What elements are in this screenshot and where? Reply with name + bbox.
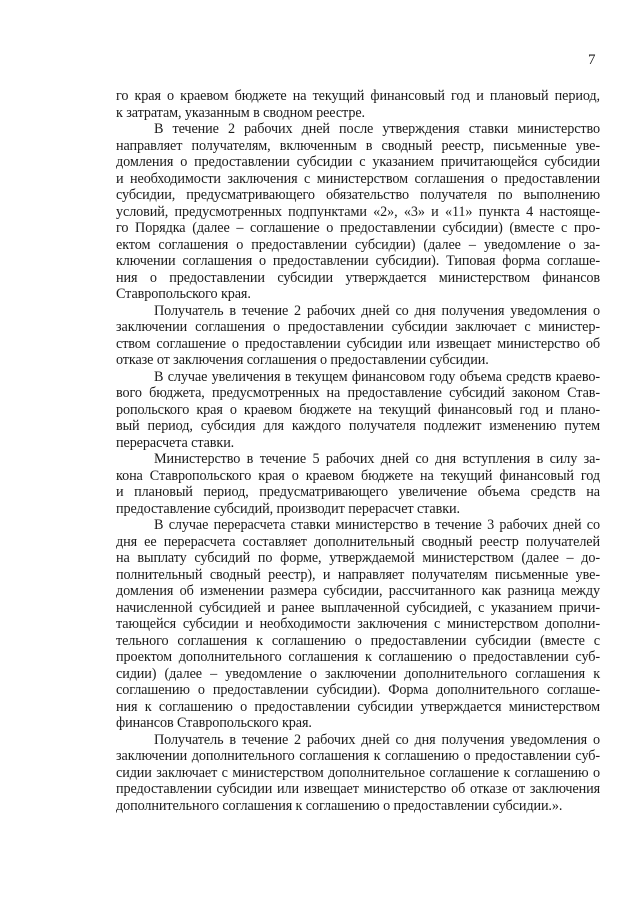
text-line: условий, предусмотренных подпунктами «2», «3» и «11» пункта 4 настояще- <box>116 203 600 220</box>
text-line: домления о предоставлении субсидии с указанием причитающейся субсидии <box>116 154 600 170</box>
text-line: финансов Ставропольского края. <box>116 715 312 731</box>
text-line: Получатель в течение 2 рабочих дней со дня получения уведомления о <box>154 731 600 748</box>
text-line: ния к соглашению о предоставлении субсидии утверждается министерством <box>116 698 600 715</box>
text-line: отказе от заключения соглашения о предоставлении субсидии. <box>116 352 489 368</box>
text-line: дополнительного соглашения к соглашению о предоставлении субсидии.». <box>116 797 563 814</box>
text-line: В течение 2 рабочих дней после утверждения ставки министерство <box>154 121 600 137</box>
text-line: ропольского края о краевом бюджете на текущий финансовый год и плано- <box>116 401 600 418</box>
paragraph-7 <box>116 732 600 815</box>
text-line: кона Ставропольского края о краевом бюджете на текущий финансовый год <box>116 467 600 484</box>
text-line: и необходимости заключения с министерством соглашения о предоставлении <box>116 170 600 187</box>
paragraph-1 <box>116 88 600 121</box>
text-line: к затратам, указанным в сводном реестре. <box>116 104 365 121</box>
text-line: Получатель в течение 2 рабочих дней со дня получения уведомления о <box>154 302 600 319</box>
paragraph-5 <box>116 451 600 517</box>
text-line: начисленной субсидией и ранее выплаченной субсидией, с указанием причи- <box>116 599 600 616</box>
text-line: и плановый период, предусматривающего увеличение объема средств на <box>116 484 600 500</box>
text-line: проектом дополнительного соглашения к соглашению о предоставлении суб- <box>116 649 600 665</box>
text-line: перерасчета ставки. <box>116 434 235 451</box>
text-line: предоставлении субсидии или извещает министерство об отказе от заключения <box>116 781 600 797</box>
text-line: предоставление субсидий, производит перерасчет ставки. <box>116 500 460 517</box>
paragraph-3 <box>116 303 600 369</box>
text-line: го Порядка (далее – соглашение о предоставлении субсидии) (вместе с про- <box>116 220 600 236</box>
paragraph-6 <box>116 517 600 732</box>
text-line: вый период, субсидия для каждого получателя подлежит изменению путем <box>116 418 600 434</box>
paragraph-2 <box>116 121 600 303</box>
body-text <box>116 88 600 814</box>
text-line: субсидии, предусматривающего обязательство получателя по выполнению <box>116 187 600 203</box>
text-line: ния о предоставлении субсидии утверждается министерством финансов <box>116 269 600 286</box>
text-line: ключении соглашения о предоставлении субсидии). Типовая форма соглаше- <box>116 253 600 269</box>
text-line: сидии) (далее – уведомление о заключении дополнительного соглашения к <box>116 665 600 682</box>
text-line: заключении дополнительного соглашения к соглашению о предоставлении суб- <box>116 748 600 764</box>
page-number: 7 <box>588 52 596 68</box>
text-line: ством соглашение о предоставлении субсидии или извещает министерство об <box>116 335 600 352</box>
text-line: тельного соглашения к соглашению о предоставлении субсидии (вместе с <box>116 632 600 649</box>
text-line: вого бюджета, предусмотренных на предоставление субсидий законом Став- <box>116 385 600 401</box>
text-line: В случае увеличения в текущем финансовом году объема средств краево- <box>154 368 600 385</box>
text-line: дня ее перерасчета составляет дополнительный сводный реестр получателей <box>116 533 600 550</box>
text-line: Ставропольского края. <box>116 286 251 302</box>
text-line: соглашению о предоставлении субсидии). Форма дополнительного соглаше- <box>116 682 600 698</box>
text-line: тающейся субсидии и необходимости заключения с министерством дополни- <box>116 616 600 632</box>
text-line: ектом соглашения о предоставлении субсидии) (далее – уведомление о за- <box>116 236 600 253</box>
text-line: сидии заключает с министерством дополнительное соглашение к соглашению о <box>116 764 600 781</box>
text-line: Министерство в течение 5 рабочих дней со дня вступления в силу за- <box>154 451 600 467</box>
text-line: направляет получателям, включенным в сводный реестр, письменные уве- <box>116 137 600 154</box>
text-line: го края о краевом бюджете на текущий финансовый год и плановый период, <box>116 88 600 104</box>
text-line: В случае перерасчета ставки министерство в течение 3 рабочих дней со <box>154 517 600 533</box>
text-line: домления об изменении размера субсидии, рассчитанного как разница между <box>116 583 600 599</box>
paragraph-4 <box>116 369 600 452</box>
text-line: на выплату субсидий по форме, утверждаемой министерством (далее – до- <box>116 550 600 566</box>
text-line: полнительный сводный реестр), и направляет получателям письменные уве- <box>116 566 600 583</box>
text-line: заключении соглашения о предоставлении субсидии заключает с министер- <box>116 319 600 335</box>
